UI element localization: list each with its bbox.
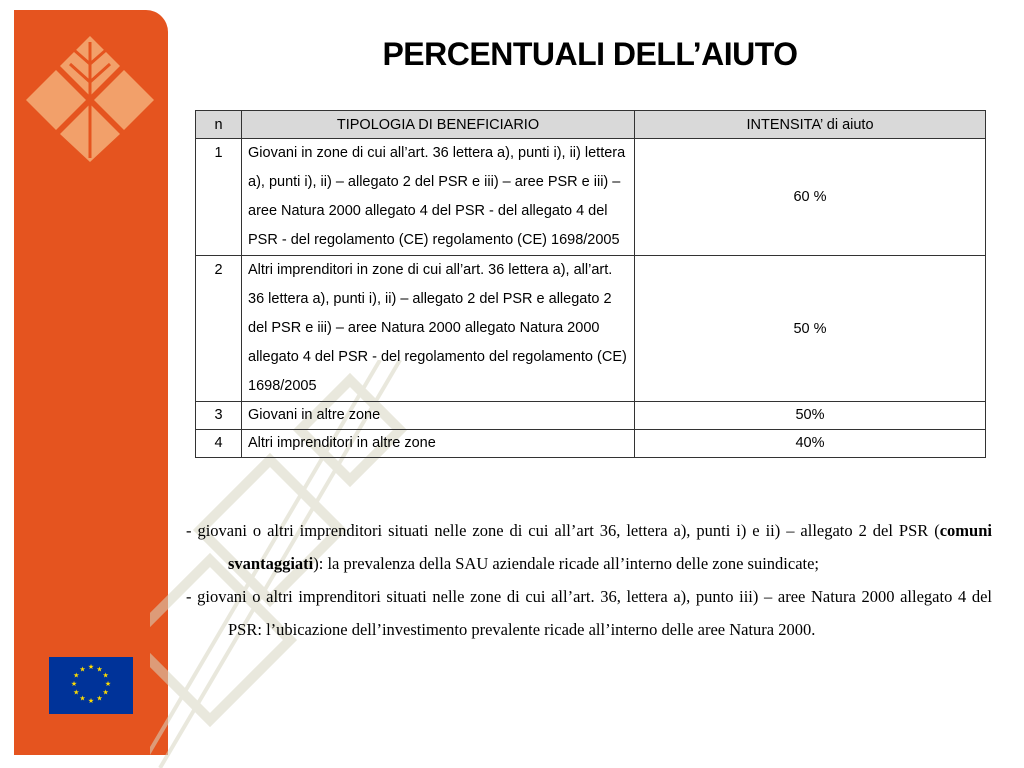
note-text: ): la prevalenza della SAU aziendale ricade all’interno delle zone suindicate; (313, 554, 820, 573)
row-number: 3 (196, 402, 242, 430)
note-natura-2000: - giovani o altri imprenditori situati nelle zone di cui all’art. 36, lettera a), punto iii) – aree Natura 2000 allegato 4 del PSR: l’ubicazione dell’investimento prevalente ricade all’interno delle aree Natura 2000. (186, 587, 992, 639)
svg-text:★: ★ (70, 680, 78, 688)
svg-text:★: ★ (96, 665, 103, 674)
row-intensita: 50% (635, 402, 986, 430)
column-header-n: n (196, 111, 242, 139)
row-tipologia: Altri imprenditori in altre zone (242, 430, 635, 458)
row-number: 4 (196, 430, 242, 458)
svg-text:★: ★ (96, 694, 103, 703)
row-number: 1 (196, 139, 242, 256)
table-row (196, 430, 986, 458)
table-row (196, 402, 986, 430)
svg-text:★: ★ (73, 688, 80, 697)
svg-text:★: ★ (73, 671, 80, 680)
notes-block (186, 514, 992, 646)
table-header-row (196, 111, 986, 139)
leaf-logo-icon (24, 34, 156, 164)
page-title: PERCENTUALI DELL’AIUTO (382, 36, 798, 72)
row-intensita: 40% (635, 430, 986, 458)
eu-flag-icon (49, 657, 133, 714)
row-intensita: 50 % (635, 256, 986, 402)
note-bold-term: comuni svantaggiati (228, 521, 992, 573)
table-row (196, 256, 986, 402)
svg-text:★: ★ (79, 665, 86, 674)
note-text: - giovani o altri imprenditori situati nelle zone di cui all’art 36, lettera a), punti i) e ii) – allegato 2 del PSR ( (186, 521, 940, 540)
row-tipologia: Giovani in altre zone (242, 402, 635, 430)
aid-percentages-table (195, 110, 986, 458)
svg-text:★: ★ (104, 680, 112, 688)
svg-text:★: ★ (79, 694, 86, 703)
row-intensita: 60 % (635, 139, 986, 256)
row-number: 2 (196, 256, 242, 402)
svg-text:★: ★ (102, 671, 109, 680)
svg-text:★: ★ (87, 663, 95, 671)
svg-text:★: ★ (87, 697, 95, 705)
table-row (196, 139, 986, 256)
row-tipologia: Altri imprenditori in zone di cui all’art. 36 lettera a), all’art. 36 lettera a), punti i), ii) – allegato 2 del PSR e allegato 2 del PSR e iii) – aree Natura 2000 allegato Natura 2000 allegato 4 del PSR - del regolamento del regolamento (CE) 1698/2005 (242, 256, 635, 402)
note-comuni-svantaggiati (186, 514, 992, 580)
column-header-tipologia: TIPOLOGIA DI BENEFICIARIO (242, 111, 635, 139)
svg-text:★: ★ (102, 688, 109, 697)
row-tipologia: Giovani in zone di cui all’art. 36 lettera a), punti i), ii) lettera a), punti i), ii) – allegato 2 del PSR e iii) – aree PSR e iii) – aree Natura 2000 allegato 4 del PSR - del allegato 4 del PSR - del regolamento (CE) regolamento (CE) 1698/2005 (242, 139, 635, 256)
column-header-intensita: INTENSITA’ di aiuto (635, 111, 986, 139)
